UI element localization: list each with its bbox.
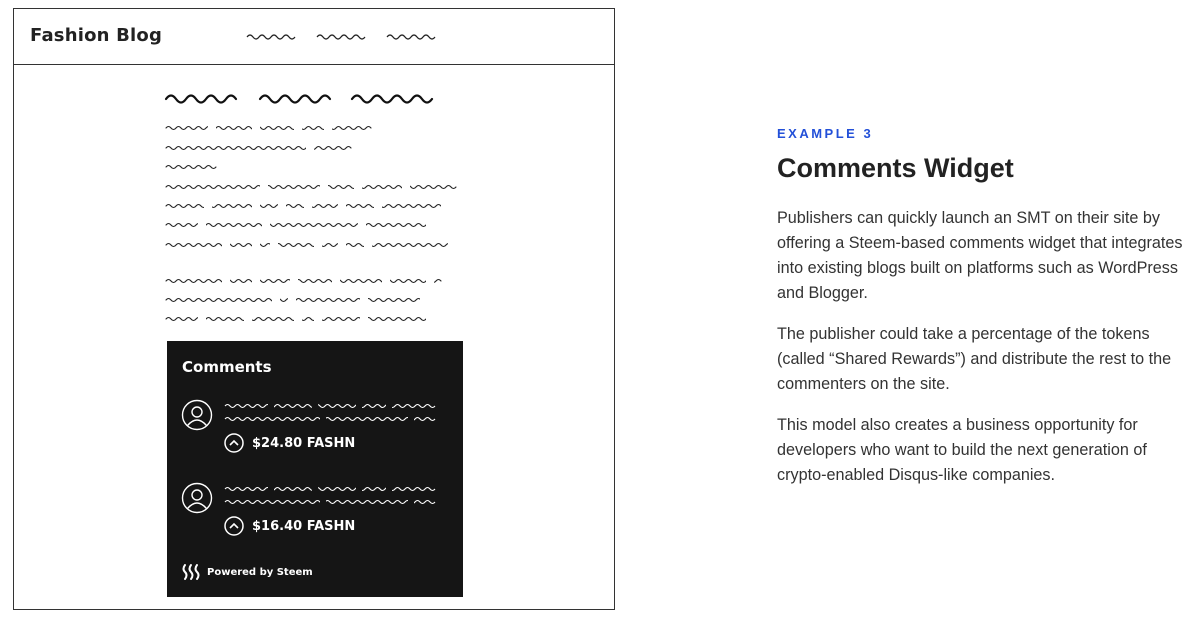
- comments-title: Comments: [182, 358, 272, 376]
- reward-amount: $16.40 FASHN: [252, 518, 356, 534]
- comment-text-placeholder: [224, 401, 439, 427]
- upvote-chevron-icon[interactable]: [224, 433, 244, 453]
- blog-header: [14, 9, 614, 65]
- powered-by-text: Powered by Steem: [207, 566, 313, 578]
- nav-link-2[interactable]: [316, 31, 366, 41]
- comment-item-2: [167, 482, 463, 544]
- reward-row: [224, 433, 355, 453]
- steem-logo-icon: [181, 563, 201, 581]
- upvote-chevron-icon[interactable]: [224, 516, 244, 536]
- description-paragraph-2: The publisher could take a percentage of the tokens (called “Shared Rewards”) and distribute the rest to the commenters on the site.: [777, 325, 1172, 393]
- user-avatar-icon[interactable]: [181, 399, 213, 431]
- blog-mockup: [13, 8, 615, 610]
- comments-widget: [167, 341, 463, 597]
- section-title: Comments Widget: [777, 153, 1014, 183]
- example-label: EXAMPLE 3: [777, 126, 874, 141]
- comment-text-placeholder: [224, 484, 439, 510]
- info-panel: [777, 126, 1187, 488]
- description-paragraph-3: This model also creates a business opportunity for developers who want to build the next generation of crypto-enabled Disqus-like companies.: [777, 416, 1147, 484]
- blog-brand[interactable]: Fashion Blog: [30, 25, 163, 46]
- powered-by[interactable]: [181, 563, 313, 581]
- description-paragraph-1: Publishers can quickly launch an SMT on their site by offering a Steem-based comments widget that integrates into existing blogs built on platforms such as WordPress and Blogger.: [777, 209, 1183, 302]
- reward-row: [224, 516, 355, 536]
- comment-item-1: [167, 399, 463, 461]
- reward-amount: $24.80 FASHN: [252, 435, 356, 451]
- user-avatar-icon[interactable]: [181, 482, 213, 514]
- article-placeholder: [164, 85, 474, 325]
- nav-link-1[interactable]: [246, 31, 296, 41]
- nav-link-3[interactable]: [386, 31, 436, 41]
